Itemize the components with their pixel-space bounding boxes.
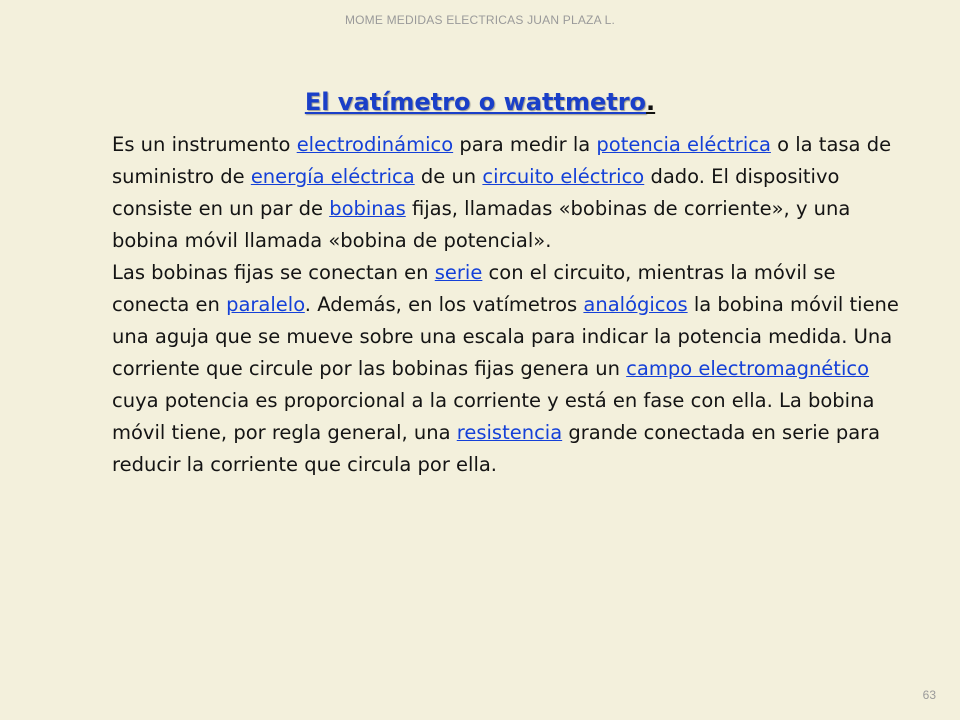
text-run: para medir la [453, 133, 597, 156]
text-run: cuya potencia es proporcional a la corriente y está en fase con ella. La bobina móvil tiene, por regla general, una [112, 389, 875, 444]
text-run: la bobina móvil tiene una aguja que se mueve sobre una escala para indicar la potencia medida. Una corriente que circule por las bobinas fijas genera un [112, 293, 899, 380]
link-bobinas[interactable]: bobinas [329, 197, 406, 220]
text-run: dado. El dispositivo consiste en un par de [112, 165, 840, 220]
link-resistencia[interactable]: resistencia [456, 421, 563, 444]
text-run: grande conectada en serie para reducir la corriente que circula por ella. [112, 421, 881, 476]
link-circuito-electrico[interactable]: circuito eléctrico [482, 165, 645, 188]
link-analogicos[interactable]: analógicos [583, 293, 688, 316]
slide-title [0, 88, 960, 116]
text-run: Es un instrumento [112, 133, 297, 156]
link-paralelo[interactable]: paralelo [226, 293, 305, 316]
text-run: fijas, llamadas «bobinas de corriente», y una bobina móvil llamada «bobina de potencial». [112, 197, 851, 252]
text-run: o la tasa de suministro de [112, 133, 892, 188]
link-potencia-electrica[interactable]: potencia eléctrica [596, 133, 771, 156]
page-number: 63 [922, 688, 936, 702]
text-run: con el circuito, mientras la móvil se conecta en [112, 261, 836, 316]
text-run: . Además, en los vatímetros [304, 293, 584, 316]
paragraph-operation [112, 257, 902, 481]
slide-body [112, 129, 902, 481]
slide-header: MOME MEDIDAS ELECTRICAS JUAN PLAZA L. [344, 13, 616, 27]
link-electrodinamico[interactable]: electrodinámico [296, 133, 454, 156]
link-energia-electrica[interactable]: energía eléctrica [250, 165, 415, 188]
link-serie[interactable]: serie [434, 261, 483, 284]
title-link[interactable]: El vatímetro o wattmetro [304, 88, 647, 116]
link-campo-electromagnetico[interactable]: campo electromagnético [626, 357, 870, 380]
title-period: . [646, 88, 656, 116]
text-run: de un [414, 165, 483, 188]
paragraph-definition [112, 129, 902, 257]
text-run: Las bobinas fijas se conectan en [112, 261, 435, 284]
